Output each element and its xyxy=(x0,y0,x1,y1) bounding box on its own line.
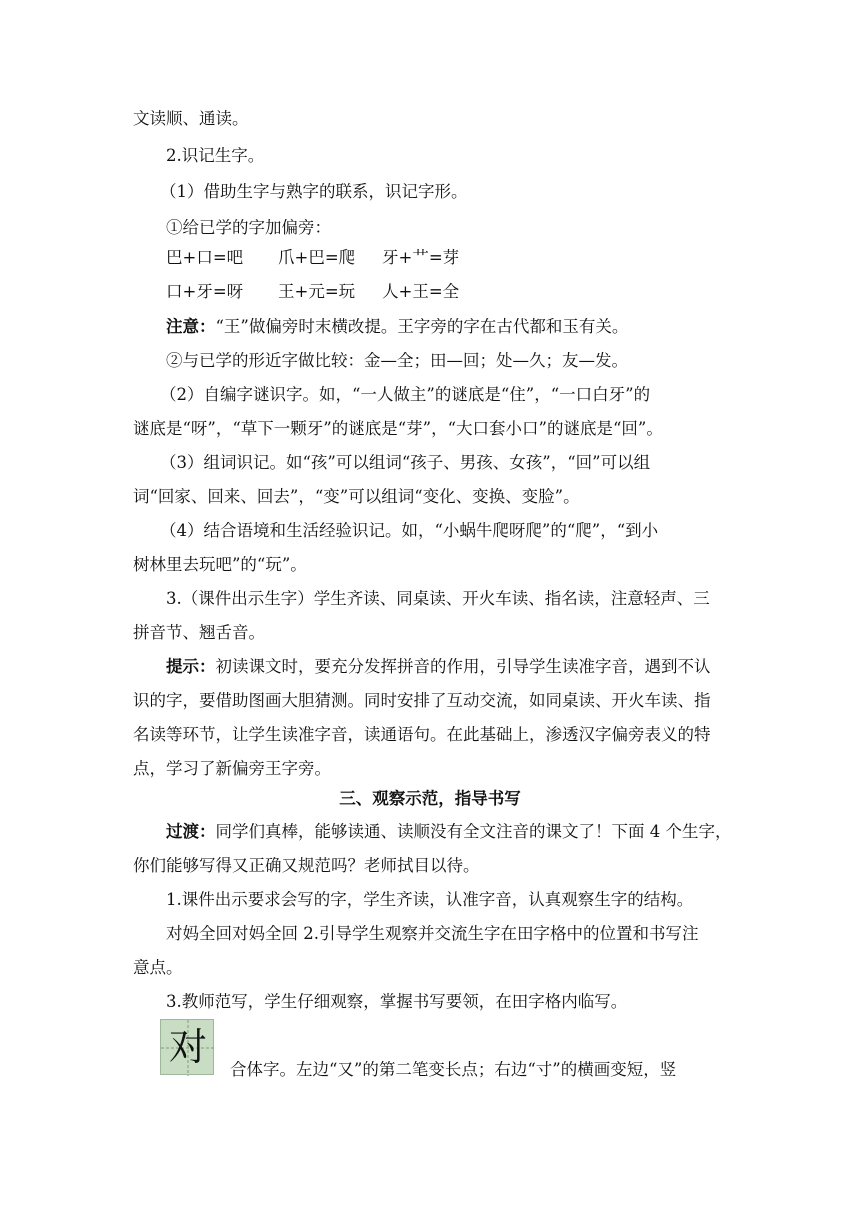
text-line: 词“回家、回来、回去”，“变”可以组词“变化、变换、变脸”。 xyxy=(133,487,580,506)
tianzige-character-image xyxy=(160,1019,214,1075)
text-line: 你们能够写得又正确又规范吗？老师拭目以待。 xyxy=(133,856,480,875)
formula-item: 巴+口=吧 xyxy=(166,248,244,267)
text-line: （2）自编字谜识字。如，“一人做主”的谜底是“住”，“一口白牙”的 xyxy=(160,385,651,404)
text-line: 意点。 xyxy=(133,958,183,977)
text-line: （1）借助生字与熟字的联系，识记字形。 xyxy=(160,182,468,201)
hint-text: 初读课文时，要充分发挥拼音的作用，引导学生读准字音，遇到不认 xyxy=(215,657,711,676)
transition-label: 过渡： xyxy=(166,822,216,841)
text-line: ①给已学的字加偏旁： xyxy=(166,218,331,237)
section-heading: 三、观察示范，指导书写 xyxy=(339,789,521,808)
text-line: 拼音节、翘舌音。 xyxy=(133,623,265,642)
text-line: 2.识记生字。 xyxy=(166,146,265,165)
text-line: 谜底是“呀”，“草下一颗牙”的谜底是“芽”，“大口套小口”的谜底是“回”。 xyxy=(133,419,663,438)
note-text: “王”做偏旁时末横改提。王字旁的字在古代都和玉有关。 xyxy=(215,317,629,336)
hint-label: 提示： xyxy=(166,657,216,676)
formula-item: 王+元=玩 xyxy=(278,282,356,301)
note-label: 注意： xyxy=(166,317,216,336)
text-line: 对妈全回对妈全回 2.引导学生观察并交流生字在田字格中的位置和书写注 xyxy=(166,924,699,943)
text-line: 3.教师范写，学生仔细观察，掌握书写要领，在田字格内临写。 xyxy=(166,992,628,1011)
grid-character: 对 xyxy=(168,1025,207,1069)
text-line: 识的字，要借助图画大胆猜测。同时安排了互动交流，如同桌读、开火车读、指 xyxy=(133,691,711,710)
transition-text: 同学们真棒，能够读通、读顺没有全文注音的课文了！下面 4 个生字， xyxy=(215,822,732,841)
formula-item: 人+王=全 xyxy=(382,282,460,301)
text-line: 3.（课件出示生字）学生齐读、同桌读、开火车读、指名读，注意轻声、三 xyxy=(166,589,710,608)
formula-item: 牙+艹=芽 xyxy=(382,248,460,267)
text-line: 合体字。左边“又”的第二笔变长点；右边“寸”的横画变短，竖 xyxy=(230,1060,677,1079)
text-line: 文读顺、通读。 xyxy=(133,109,249,128)
note-line xyxy=(166,315,628,339)
text-line: 树林里去玩吧”的“玩”。 xyxy=(133,555,307,574)
hint-line xyxy=(166,655,711,679)
text-line: 名读等环节，让学生读准字音，读通语句。在此基础上，渗透汉字偏旁表义的特 xyxy=(133,725,711,744)
formula-item: 爪+巴=爬 xyxy=(278,248,356,267)
text-line: （3）组词识记。如“孩”可以组词“孩子、男孩、女孩”，“回”可以组 xyxy=(160,453,651,472)
text-line: 1.课件出示要求会写的字，学生齐读，认准字音，认真观察生字的结构。 xyxy=(166,890,694,909)
formula-item: 口+牙=呀 xyxy=(166,282,244,301)
text-line: 点，学习了新偏旁王字旁。 xyxy=(133,759,331,778)
text-line: ②与已学的形近字做比较：金—全；田—回；处—久；友—发。 xyxy=(166,351,628,370)
transition-line xyxy=(166,820,732,844)
text-line: （4）结合语境和生活经验识记。如，“小蜗牛爬呀爬”的“爬”，“到小 xyxy=(160,521,659,540)
